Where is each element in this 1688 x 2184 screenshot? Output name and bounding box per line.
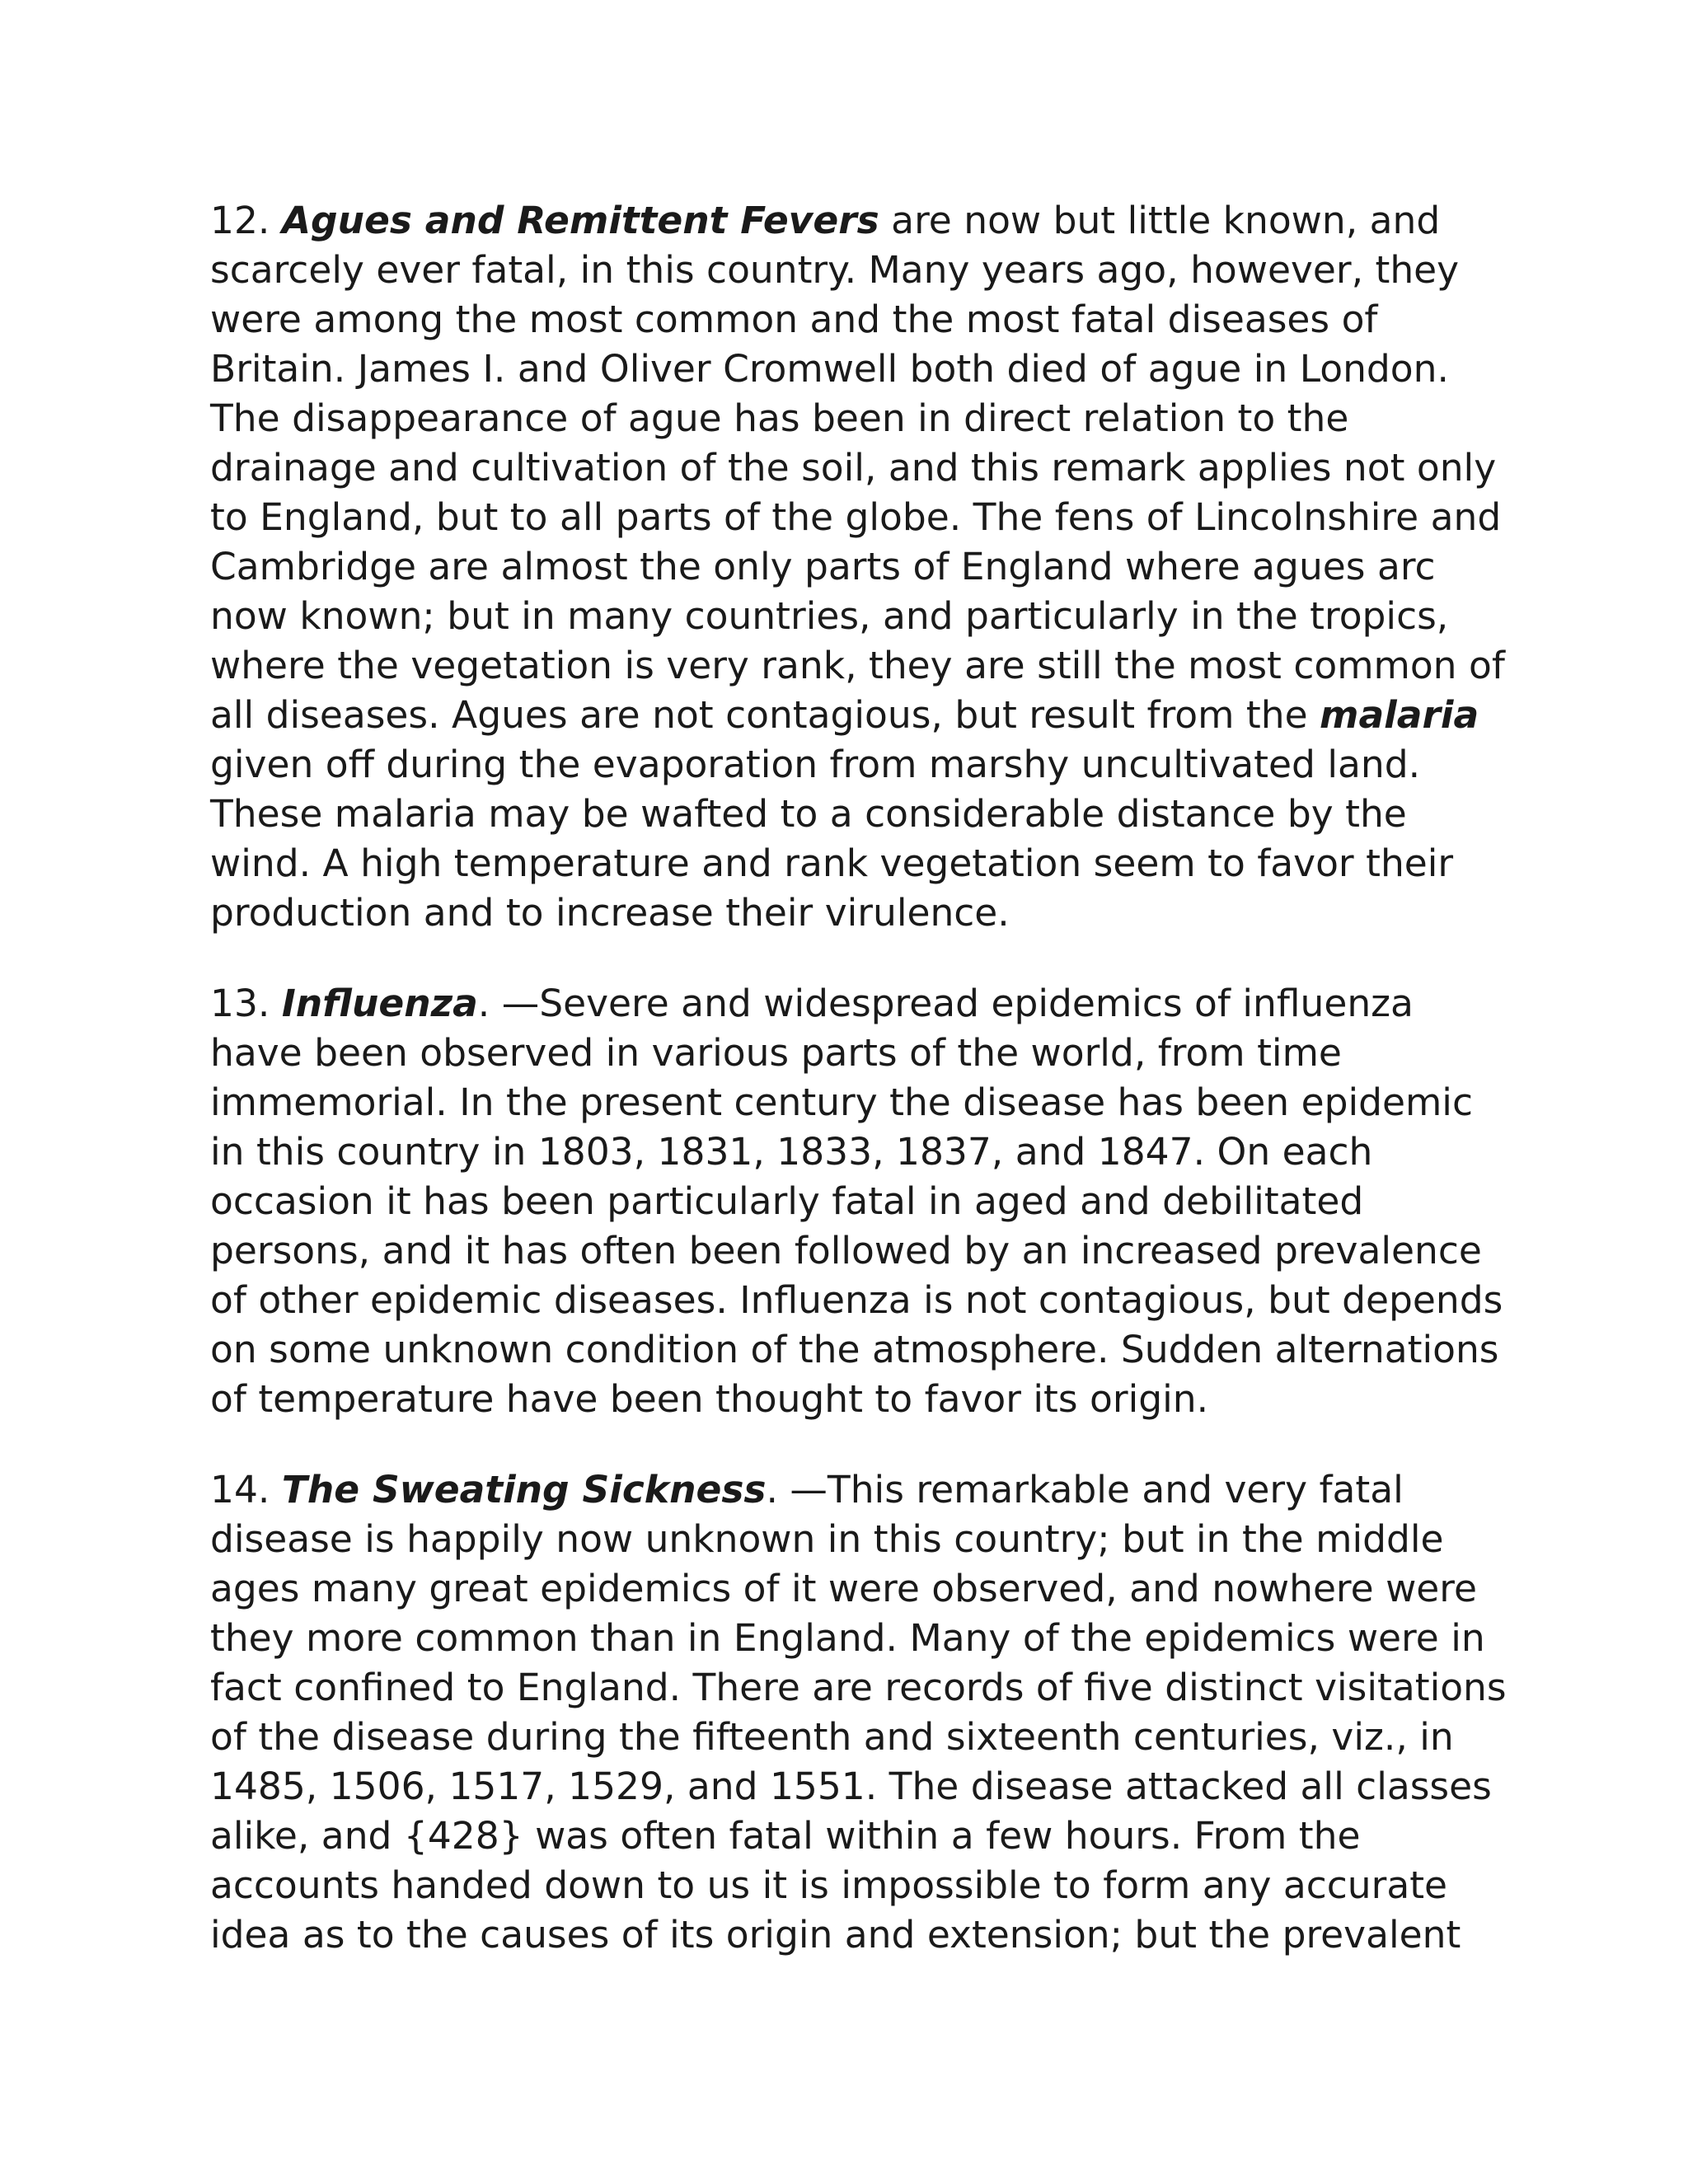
text-line	[210, 1375, 1496, 1424]
text-segment: . —Severe and widespread epidemics of influenza	[477, 982, 1414, 1025]
text-segment: they more common than in England. Many of the epidemics were in	[210, 1616, 1485, 1660]
emphasized-term: Agues and Remittent Fevers	[281, 199, 879, 242]
text-segment: alike, and {428} was often fatal within a few hours. From the	[210, 1814, 1361, 1858]
text-segment: disease is happily now unknown in this country; but in the middle	[210, 1517, 1444, 1561]
text-line	[210, 1177, 1496, 1226]
text-line	[210, 443, 1496, 493]
text-segment: occasion it has been particularly fatal in aged and debilitated	[210, 1179, 1364, 1223]
text-line	[210, 1127, 1496, 1177]
text-line	[210, 888, 1496, 938]
paragraph	[210, 1465, 1507, 1960]
text-line	[210, 1663, 1507, 1713]
text-segment: ages many great epidemics of it were observed, and nowhere were	[210, 1567, 1478, 1610]
text-line	[210, 691, 1496, 740]
text-segment: to England, but to all parts of the globe. The fens of Lincolnshire and	[210, 495, 1502, 539]
text-segment: on some unknown condition of the atmosphere. Sudden alternations	[210, 1328, 1499, 1371]
text-segment: all diseases. Agues are not contagious, but result from the	[210, 693, 1320, 737]
text-segment: The disappearance of ague has been in direct relation to the	[210, 396, 1349, 440]
text-line	[210, 592, 1496, 641]
text-segment: wind. A high temperature and rank vegetation seem to favor their	[210, 841, 1454, 885]
text-line	[210, 1515, 1496, 1564]
text-line	[210, 295, 1496, 344]
text-segment: have been observed in various parts of the world, from time	[210, 1031, 1342, 1075]
text-line	[210, 790, 1496, 839]
text-segment: were among the most common and the most fatal diseases of	[210, 298, 1378, 341]
text-line	[210, 839, 1496, 888]
emphasized-term: The Sweating Sickness	[281, 1468, 767, 1511]
text-line	[210, 979, 1496, 1029]
text-line	[210, 1325, 1499, 1375]
text-line	[210, 1910, 1496, 1960]
paragraph	[210, 196, 1505, 938]
text-segment: of other epidemic diseases. Influenza is not contagious, but depends	[210, 1278, 1503, 1322]
text-segment: are now but little known, and	[879, 199, 1441, 242]
text-segment: in this country in 1803, 1831, 1833, 1837, and 1847. On each	[210, 1130, 1373, 1174]
text-segment: Britain. James I. and Oliver Cromwell both died of ague in London.	[210, 347, 1449, 391]
text-segment: of the disease during the fifteenth and sixteenth centuries, viz., in	[210, 1715, 1454, 1759]
text-segment: Cambridge are almost the only parts of England where agues arc	[210, 545, 1436, 588]
text-segment: scarcely ever fatal, in this country. Many years ago, however, they	[210, 248, 1460, 292]
text-line	[210, 542, 1496, 592]
emphasized-term: Influenza	[281, 982, 478, 1025]
text-line	[210, 1465, 1496, 1515]
text-segment: 14.	[210, 1468, 282, 1511]
text-line	[210, 246, 1496, 295]
text-line	[210, 1811, 1496, 1861]
text-segment: drainage and cultivation of the soil, and this remark applies not only	[210, 446, 1497, 490]
text-segment: immemorial. In the present century the disease has been epidemic	[210, 1080, 1473, 1124]
paragraph	[210, 979, 1503, 1424]
text-segment: fact confined to England. There are records of five distinct visitations	[210, 1666, 1507, 1709]
text-line	[210, 740, 1496, 790]
text-line	[210, 1614, 1496, 1663]
text-segment: now known; but in many countries, and particularly in the tropics,	[210, 594, 1449, 638]
text-segment: idea as to the causes of its origin and extension; but the prevalent	[210, 1913, 1461, 1957]
text-segment: 13.	[210, 982, 282, 1025]
text-segment: given off during the evaporation from marshy uncultivated land.	[210, 743, 1421, 786]
text-segment: production and to increase their virulence.	[210, 891, 1010, 935]
text-segment: of temperature have been thought to favor its origin.	[210, 1377, 1209, 1421]
text-line	[210, 344, 1496, 394]
text-line	[210, 641, 1505, 691]
text-segment: where the vegetation is very rank, they are still the most common of	[210, 644, 1505, 687]
text-line	[210, 1226, 1496, 1276]
text-line	[210, 493, 1502, 542]
text-segment: accounts handed down to us it is impossible to form any accurate	[210, 1863, 1448, 1907]
text-line	[210, 1713, 1496, 1762]
text-line	[210, 1078, 1496, 1127]
text-segment: These malaria may be wafted to a considerable distance by the	[210, 792, 1407, 836]
text-line	[210, 1276, 1503, 1325]
text-line	[210, 1861, 1496, 1910]
text-line	[210, 394, 1496, 443]
text-line	[210, 1762, 1496, 1811]
document-page	[210, 196, 1507, 2001]
text-segment: 1485, 1506, 1517, 1529, and 1551. The disease attacked all classes	[210, 1765, 1492, 1808]
emphasized-term: malaria	[1320, 693, 1479, 737]
text-segment: persons, and it has often been followed by an increased prevalence	[210, 1229, 1482, 1272]
text-line	[210, 1029, 1496, 1078]
text-segment: . —This remarkable and very fatal	[766, 1468, 1404, 1511]
text-line	[210, 196, 1496, 246]
text-segment: 12.	[210, 199, 282, 242]
text-line	[210, 1564, 1496, 1614]
